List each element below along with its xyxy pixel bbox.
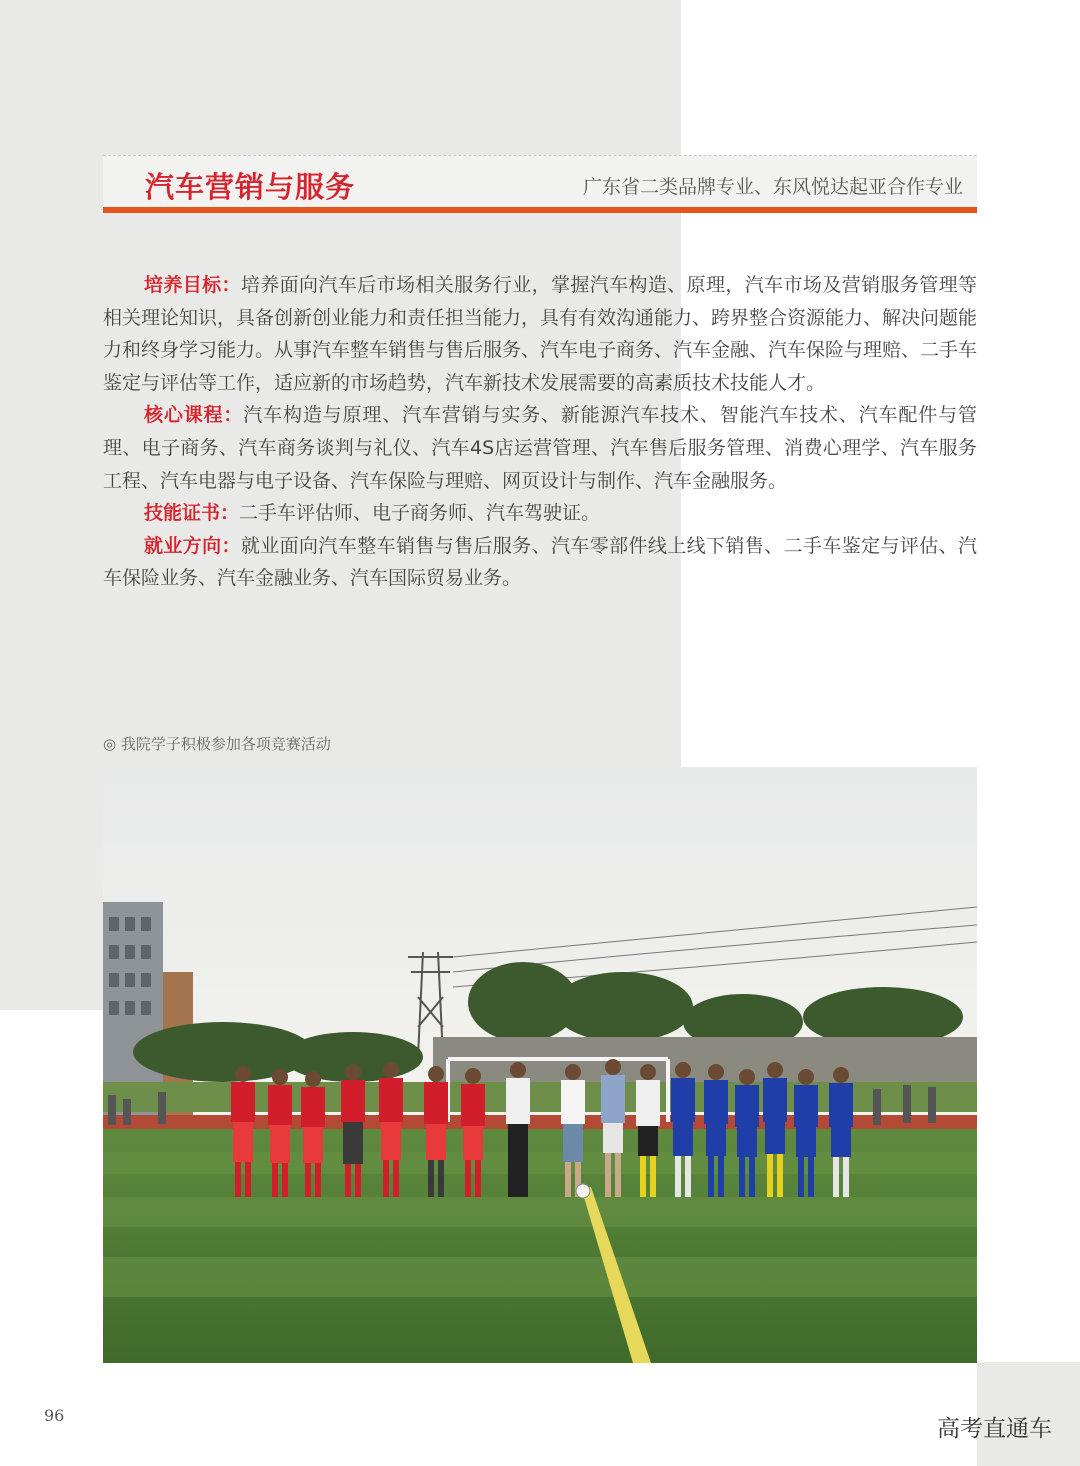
program-description (103, 269, 977, 595)
career-paragraph (103, 530, 977, 595)
courses-paragraph (103, 399, 977, 497)
page-number: 96 (44, 1406, 65, 1425)
team-photo (103, 767, 977, 1363)
page-title: 汽车营销与服务 (145, 170, 356, 204)
soccer-ball (576, 1184, 590, 1198)
section-header (103, 155, 977, 208)
page-subtitle: 广东省二类品牌专业、东风悦达起亚合作专业 (582, 176, 963, 198)
goal-paragraph (103, 269, 977, 399)
goal-label: 培养目标： (144, 274, 241, 296)
certs-text: 二手车评估师、电子商务师、汽车驾驶证。 (239, 502, 601, 525)
certs-paragraph (103, 497, 977, 530)
photo-caption: ◎ 我院学子积极参加各项竞赛活动 (103, 735, 331, 753)
watermark: 高考直通车 (937, 1416, 1052, 1442)
career-text: 就业面向汽车整车销售与售后服务、汽车零部件线上线下销售、二手车鉴定与评估、汽车保险业务、汽车金融业务、汽车国际贸易业务。 (103, 534, 977, 590)
player (506, 1062, 530, 1197)
courses-label: 核心课程： (144, 404, 244, 427)
career-label: 就业方向： (144, 534, 241, 557)
header-divider (103, 207, 977, 213)
goal-text: 培养面向汽车后市场相关服务行业，掌握汽车构造、原理，汽车市场及营销服务管理等相关理论知识，具备创新创业能力和责任担当能力，具有有效沟通能力、跨界整合资源能力、解决问题能力和终身学习能力。从事汽车整车销售与售后服务、汽车电子商务、汽车金融、汽车保险与理赔、二手车鉴定与评估等工作，适应新的市场趋势，汽车新技术发展需要的高素质技术技能人才。 (103, 274, 978, 394)
team-photo-illustration (103, 767, 977, 1363)
certs-label: 技能证书： (144, 502, 240, 525)
courses-text: 汽车构造与原理、汽车营销与实务、新能源汽车技术、智能汽车技术、汽车配件与管理、电子商务、汽车商务谈判与礼仪、汽车4S店运营管理、汽车售后服务管理、消费心理学、汽车服务工程、汽车电器与电子设备、汽车保险与理赔、网页设计与制作、汽车金融服务。 (103, 404, 977, 492)
